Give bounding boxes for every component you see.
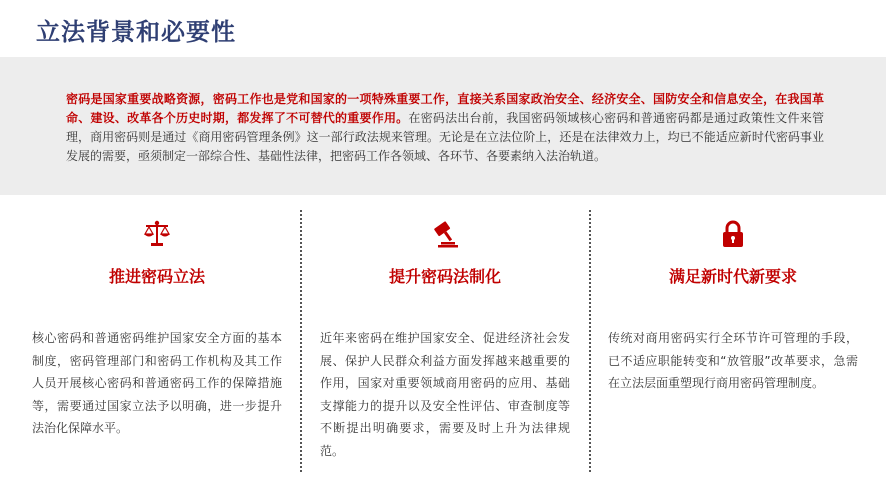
- column-text: 核心密码和普通密码维护国家安全方面的基本制度，密码管理部门和密码工作机构及其工作人员开展核心密码和普通密码工作的保障措施等，需要通过国家立法予以明确，进一步提升法治化保障水平。: [32, 331, 282, 435]
- column-text: 传统对商用密码实行全环节许可管理的手段，已不适应职能转变和“放管服”改革要求，急需在立法层面重塑现行商用密码管理制度。: [608, 331, 858, 390]
- column-text: 近年来密码在维护国家安全、促进经济社会发展、保护人民群众利益方面发挥越来越重要的作用，国家对重要领域商用密码的应用、基础支撑能力的提升以及安全性评估、审查制度等不断提出明确要求，需要及时上升为法律规范。: [320, 331, 570, 458]
- gavel-icon: [320, 218, 570, 250]
- lock-icon: [608, 218, 858, 250]
- column-divider: [300, 210, 302, 472]
- intro-highlight: 密码是国家重要战略资源，密码工作也是党和国家的一项特殊重要工作，直接关系国家政治安全、经济安全、国防安全和信息安全，在我国革命、建设、改革各个历史时期，都发挥了不可替代的重要作用。: [66, 92, 824, 125]
- column-legislation: [32, 218, 282, 440]
- column-title: 推进密码立法: [108, 267, 205, 286]
- column-rule-of-law: [320, 218, 570, 462]
- scale-icon: [32, 218, 282, 250]
- column-divider: [589, 210, 591, 472]
- page-title: 立法背景和必要性: [36, 18, 236, 46]
- intro-band: [0, 57, 886, 195]
- column-title: 满足新时代新要求: [668, 267, 797, 286]
- column-new-era: [608, 218, 858, 395]
- column-title: 提升密码法制化: [388, 267, 501, 286]
- intro-body: 在密码法出台前，我国密码领域核心密码和普通密码都是通过政策性文件来管理，商用密码则是通过《商用密码管理条例》这一部行政法规来管理。无论是在立法位阶上，还是在法律效力上，均已不能适应新时代密码事业发展的需要，亟须制定一部综合性、基础性法律，把密码工作各领域、各环节、各要素纳入法治轨道。: [66, 111, 824, 163]
- intro-paragraph: [66, 90, 824, 166]
